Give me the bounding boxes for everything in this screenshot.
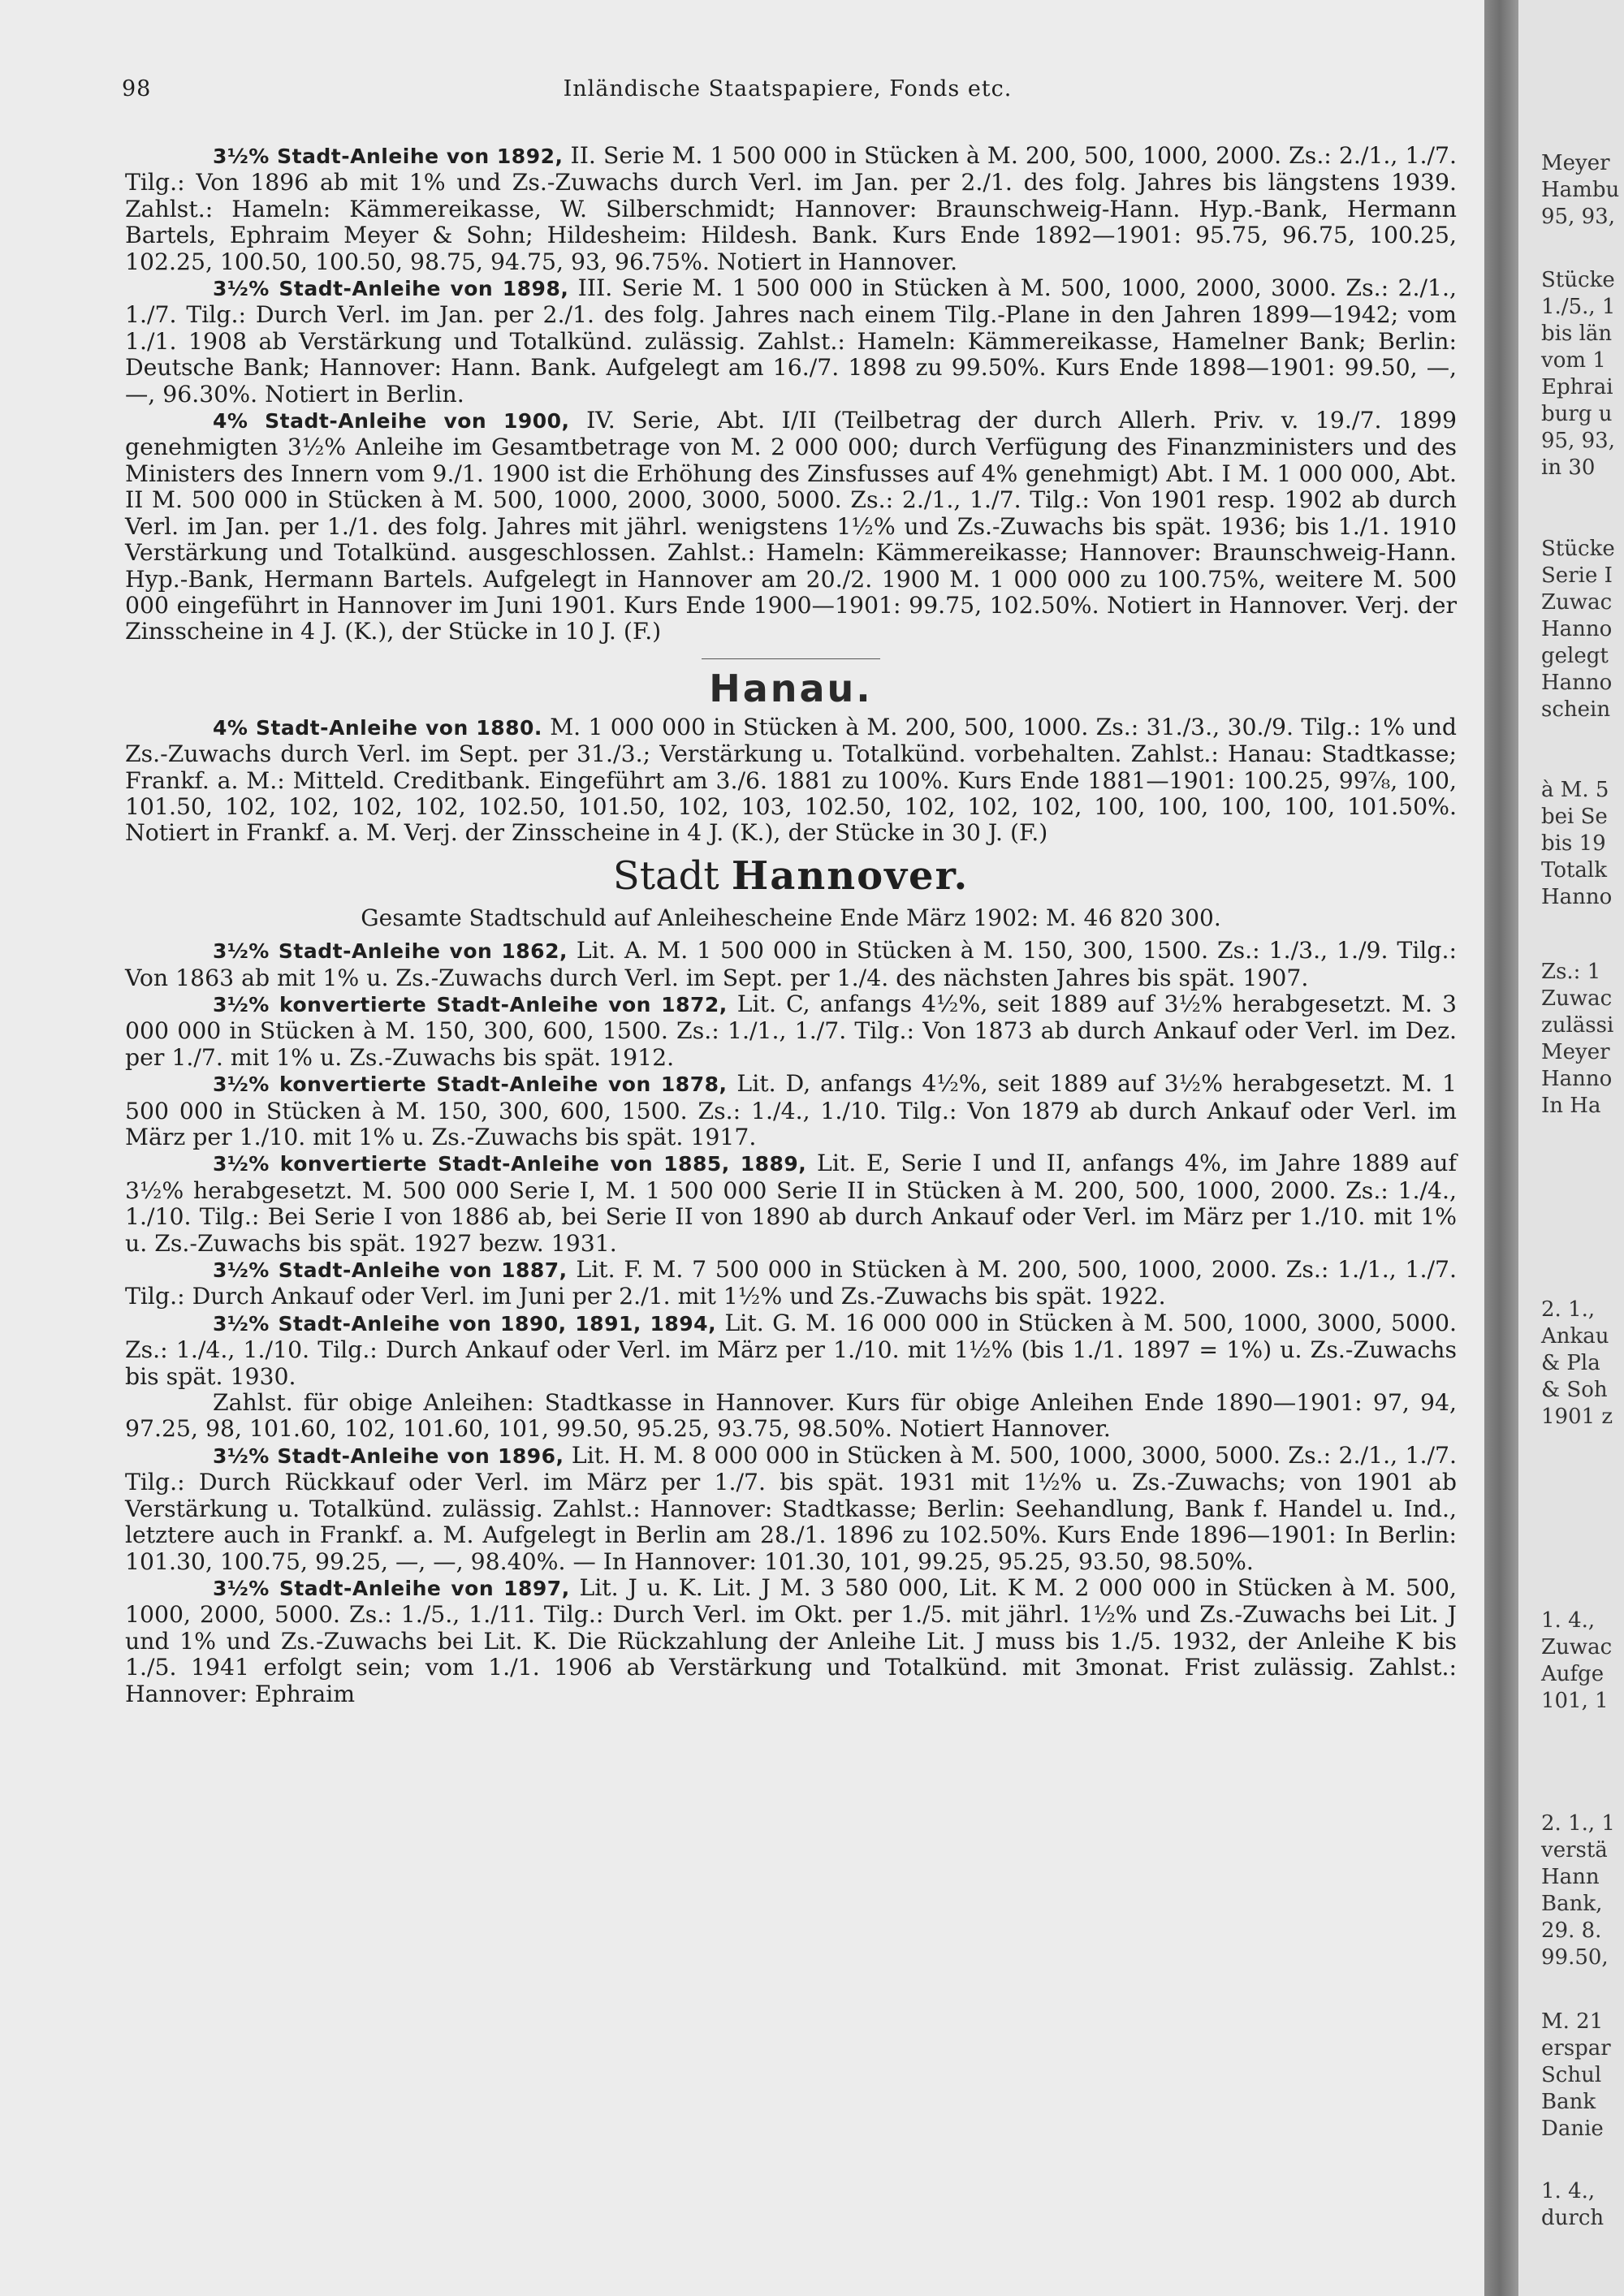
loan-details: Lit. D, anfangs 4½%, seit 1889 auf 3½% herabgesetzt. M. 1 500 000 in Stücken à M. 150, 300, 600, 1500. Zs.: 1./4., 1./10. Tilg.: Von 1879 ab durch Ankauf oder Verl. im März per 1./10. mit 1% u. Zs.-Zuwachs bis spät. 1917. (125, 1070, 1457, 1150)
adjacent-page-fragment: 101, 1 (1541, 1689, 1609, 1713)
loan-details: M. 1 000 000 in Stücken à M. 200, 500, 1000. Zs.: 31./3., 30./9. Tilg.: 1% und Zs.-Zuwachs durch Verl. im Sept. per 31./3.; Verstärkung u. Totalkünd. vorbehalten. Zahlst.: Hanau: Stadtkasse; Frankf. a. M.: Mitteld. Creditbank. Eingeführt am 3./6. 1881 zu 100%. Kurs Ende 1881—1901: 100.25, 99⅞, 100, 101.50, 102, 102, 102, 102, 102.50, 101.50, 102, 103, 102.50, 102, 102, 102, 100, 100, 100, 100, 101.50%. Notiert in Frankf. a. M. Verj. der Zinsscheine in 4 J. (K.), der Stücke in 30 J. (F.) (125, 713, 1457, 847)
loan-title: 4% Stadt-Anleihe von 1900, (213, 409, 570, 434)
adjacent-page-fragment: burg u (1541, 402, 1613, 426)
city-heading-prefix: Stadt (612, 852, 732, 899)
adjacent-page-fragment: Hambu (1541, 178, 1620, 202)
adjacent-page-fragment: durch (1541, 2206, 1605, 2230)
adjacent-page-fragment: & Soh (1541, 1378, 1608, 1402)
adjacent-page-fragment: 95, 93, (1541, 205, 1615, 229)
loan-entry (125, 938, 1457, 991)
city-heading-name: Hannover. (731, 852, 970, 899)
adjacent-page-fragment: vom 1 (1541, 348, 1606, 373)
adjacent-page-fragment: Bank (1541, 2090, 1596, 2114)
adjacent-page-fragment: bei Se (1541, 805, 1608, 829)
adjacent-page-fragment: & Pla (1541, 1351, 1600, 1375)
adjacent-page-fragment: 1./5., 1 (1541, 295, 1616, 319)
adjacent-page-fragment: bis 19 (1541, 831, 1606, 856)
adjacent-page-fragment: Aufge (1541, 1662, 1605, 1686)
loan-title: 3½% konvertierte Stadt-Anleihe von 1885, 1889, (213, 1152, 807, 1176)
loan-title: 3½% Stadt-Anleihe von 1896, (213, 1444, 564, 1468)
adjacent-page-fragment: Hanno (1541, 671, 1613, 695)
loan-title: 3½% Stadt-Anleihe von 1887, (213, 1258, 568, 1283)
loan-entry (125, 714, 1457, 847)
adjacent-page-fragment: 2. 1., 1 (1541, 1811, 1615, 1836)
hanau-loans-section (125, 714, 1457, 847)
adjacent-page-fragment: Ankau (1541, 1324, 1609, 1349)
adjacent-page-fragment: 1. 4., (1541, 1608, 1596, 1633)
loan-title: 3½% konvertierte Stadt-Anleihe von 1872, (213, 992, 728, 1016)
loan-title: 3½% Stadt-Anleihe von 1892, (213, 145, 564, 168)
adjacent-page-fragment: 2. 1., (1541, 1297, 1596, 1322)
adjacent-page-fragment: Totalk (1541, 858, 1607, 883)
loan-entry (125, 991, 1457, 1071)
city-heading-hanau: Hanau. (709, 666, 873, 710)
loan-entry (125, 1257, 1457, 1310)
loan-details: Lit. J u. K. Lit. J M. 3 580 000, Lit. K M. 2 000 000 in Stücken à M. 500, 1000, 2000, 5000. Zs.: 1./5., 1./11. Tilg.: Durch Verl. im Okt. per 1./5. mit jährl. 1½% und Zs.-Zuwachs bei Lit. J und 1% und Zs.-Zuwachs bei Lit. K. Die Rückzahlung der Anleihe Lit. J muss bis 1./5. 1932, der Anleihe K bis 1./5. 1941 erfolgt sein; vom 1./1. 1906 ab Verstärkung und Totalkünd. mit 3monat. Frist zulässig. Zahlst.: Hannover: Ephraim (125, 1573, 1457, 1707)
section-divider (702, 658, 880, 659)
loan-entry (125, 1575, 1457, 1707)
loan-details: Lit. H. M. 8 000 000 in Stücken à M. 500, 1000, 3000, 5000. Zs.: 2./1., 1./7. Tilg.: Durch Rückkauf oder Verl. im März per 1./7. bis spät. 1931 mit 1½% u. Zs.-Zuwachs; von 1901 ab Verstärkung u. Totalkünd. zulässig. Zahlst.: Hannover: Stadtkasse; Berlin: Seehandlung, Bank f. Handel u. Ind., letztere auch in Frankf. a. M. Aufgelegt in Berlin am 28./1. 1896 zu 102.50%. Kurs Ende 1896—1901: In Berlin: 101.30, 100.75, 99.25, —, —, 98.40%. — In Hannover: 101.30, 101, 99.25, 95.25, 93.50, 98.50%. (125, 1441, 1457, 1575)
adjacent-page-fragment: gelegt (1541, 644, 1609, 668)
book-gutter (1484, 0, 1518, 2296)
adjacent-page-fragment: Meyer (1541, 151, 1610, 175)
adjacent-page-fragment: 99.50, (1541, 1945, 1609, 1970)
loan-entry (125, 1150, 1457, 1257)
adjacent-page-fragment: à M. 5 (1541, 778, 1609, 802)
loan-details: IV. Serie, Abt. I/II (Teilbetrag der durch Allerh. Priv. v. 19./7. 1899 genehmigten 3½% Anleihe im Gesamtbetrage von M. 2 000 000; durch Verfügung des Finanzministers und des Ministers des Innern vom 9./1. 1900 ist die Erhöhung des Zinsfusses auf 4% genehmigt) Abt. I M. 1 000 000, Abt. II M. 500 000 in Stücken à M. 500, 1000, 2000, 3000, 5000. Zs.: 2./1., 1./7. Tilg.: Von 1901 resp. 1902 ab durch Verl. im Jan. per 1./1. des folg. Jahres mit jährl. wenigstens 1½% und Zs.-Zuwachs bis spät. 1936; bis 1./1. 1910 Verstärkung und Totalkünd. ausgeschlossen. Zahlst.: Hameln: Kämmereikasse; Hannover: Braunschweig-Hann. Hyp.-Bank, Hermann Bartels. Aufgelegt in Hannover am 20./2. 1900 M. 1 000 000 zu 100.75%, weitere M. 500 000 eingeführt in Hannover im Juni 1901. Kurs Ende 1900—1901: 99.75, 102.50%. Notiert in Hannover. Verj. der Zinsscheine in 4 J. (K.), der Stücke in 10 J. (F.) (125, 407, 1458, 645)
loan-entry (125, 275, 1457, 408)
adjacent-page-fragment: Zs.: 1 (1541, 960, 1601, 984)
loan-title: 3½% Stadt-Anleihe von 1862, (213, 939, 568, 964)
adjacent-page-fragment: Hann (1541, 1865, 1600, 1889)
adjacent-page-fragment: zulässi (1541, 1013, 1614, 1038)
loan-details: Lit. C, anfangs 4½%, seit 1889 auf 3½% herabgesetzt. M. 3 000 000 in Stücken à M. 150, 300, 600, 1500. Zs.: 1./1., 1./7. Tilg.: Von 1873 ab durch Ankauf oder Verl. im Dez. per 1./7. mit 1% u. Zs.-Zuwachs bis spät. 1912. (125, 990, 1457, 1071)
adjacent-page-fragment: 29. 8. (1541, 1918, 1602, 1943)
total-debt-line: Gesamte Stadtschuld auf Anleihescheine Ende März 1902: M. 46 820 300. (361, 904, 1221, 931)
loan-details: Lit. E, Serie I und II, anfangs 4%, im Jahre 1889 auf 3½% herabgesetzt. M. 500 000 Serie I, M. 1 500 000 Serie II in Stücken à M. 200, 500, 1000, 2000. Zs.: 1./4., 1./10. Tilg.: Bei Serie I von 1886 ab, bei Serie II von 1890 ab durch Ankauf oder Verl. im März per 1./10. mit 1% u. Zs.-Zuwachs bis spät. 1927 bezw. 1931. (125, 1150, 1457, 1257)
adjacent-page-fragment: 95, 93, (1541, 429, 1615, 453)
page-number: 98 (122, 76, 152, 101)
loan-details: Zahlst. für obige Anleihen: Stadtkasse in Hannover. Kurs für obige Anleihen Ende 1890—1901: 97, 94, 97.25, 98, 101.60, 102, 101.60, 101, 99.50, 95.25, 93.75, 98.50%. Notiert Hannover. (125, 1389, 1457, 1443)
adjacent-page-fragment: Stücke (1541, 268, 1615, 292)
loan-entry (125, 1071, 1457, 1150)
adjacent-page-fragment: Danie (1541, 2117, 1604, 2141)
loan-entry (125, 1310, 1457, 1390)
loan-details: II. Serie M. 1 500 000 in Stücken à M. 200, 500, 1000, 2000. Zs.: 2./1., 1./7. Tilg.: Von 1896 ab mit 1% und Zs.-Zuwachs durch Verl. im Jan. per 2./1. des folg. Jahres bis längstens 1939. Zahlst.: Hameln: Kämmereikasse, W. Silberschmidt; Hannover: Braunschweig-Hann. Hyp.-Bank, Hermann Bartels, Ephraim Meyer & Sohn; Hildesheim: Hildesh. Bank. Kurs Ende 1892—1901: 95.75, 96.75, 100.25, 102.25, 100.50, 100.50, 98.75, 94.75, 93, 96.75%. Notiert in Hannover. (125, 142, 1458, 275)
adjacent-page-fragment: Serie I (1541, 563, 1613, 588)
adjacent-page-edge (1518, 0, 1624, 2296)
loan-entry (125, 1390, 1457, 1443)
adjacent-page-fragment: Zuwac (1541, 590, 1613, 615)
adjacent-page-fragment: Meyer (1541, 1040, 1610, 1064)
loan-entry (125, 408, 1457, 645)
hannover-loans-section (125, 938, 1457, 1707)
adjacent-page-fragment: 1901 z (1541, 1405, 1613, 1429)
city-heading-hannover (125, 852, 1457, 900)
adjacent-page-fragment: Ephrai (1541, 375, 1613, 399)
loan-entry (125, 1443, 1457, 1575)
loan-title: 4% Stadt-Anleihe von 1880. (213, 715, 542, 740)
adjacent-page-fragment: 1. 4., (1541, 2179, 1596, 2203)
page-content (125, 143, 1457, 1707)
adjacent-page-fragment: Zuwac (1541, 1635, 1613, 1659)
adjacent-page-fragment: erspar (1541, 2036, 1611, 2061)
loan-details: III. Serie M. 1 500 000 in Stücken à M. 500, 1000, 2000, 3000. Zs.: 2./1., 1./7. Tilg.: Durch Verl. im Jan. per 2./1. des folg. Jahres nach einem Tilg.-Plane in den Jahren 1899—1942; vom 1./1. 1908 ab Verstärkung und Totalkünd. zulässig. Zahlst.: Hameln: Kämmereikasse, Hamelner Bank; Berlin: Deutsche Bank; Hannover: Hann. Bank. Aufgelegt am 16./7. 1898 zu 99.50%. Kurs Ende 1898—1901: 99.50, —, —, 96.30%. Notiert in Berlin. (125, 274, 1457, 408)
adjacent-page-fragment: Schul (1541, 2063, 1602, 2087)
adjacent-page-fragment: In Ha (1541, 1094, 1601, 1118)
adjacent-page-fragment: M. 21 (1541, 2009, 1604, 2034)
loan-title: 3½% konvertierte Stadt-Anleihe von 1878, (213, 1072, 728, 1097)
adjacent-page-fragment: in 30 (1541, 455, 1596, 480)
running-title: Inländische Staatspapiere, Fonds etc. (563, 76, 1013, 101)
adjacent-page-fragment: Hanno (1541, 617, 1613, 641)
loan-details: Lit. A. M. 1 500 000 in Stücken à M. 150, 300, 1500. Zs.: 1./3., 1./9. Tilg.: Von 1863 ab mit 1% u. Zs.-Zuwachs durch Verl. im Sept. per 1./4. des nächsten Jahres bis spät. 1907. (125, 937, 1458, 991)
adjacent-page-fragment: Bank, (1541, 1892, 1603, 1916)
adjacent-page-fragment: Hanno (1541, 885, 1613, 909)
adjacent-page-fragment: bis län (1541, 322, 1613, 346)
adjacent-page-fragment: Hanno (1541, 1067, 1613, 1091)
adjacent-page-fragment: Stücke (1541, 537, 1615, 561)
loan-entry (125, 143, 1457, 275)
loan-details: Lit. G. M. 16 000 000 in Stücken à M. 500, 1000, 3000, 5000. Zs.: 1./4., 1./10. Tilg.: Durch Ankauf oder Verl. im März per 1./10. mit 1½% (bis 1./1. 1897 = 1%) u. Zs.-Zuwachs bis spät. 1930. (125, 1309, 1457, 1390)
hameln-loans-section (125, 143, 1457, 645)
adjacent-page-fragment: schein (1541, 697, 1611, 722)
loan-title: 3½% Stadt-Anleihe von 1890, 1891, 1894, (213, 1311, 717, 1336)
loan-title: 3½% Stadt-Anleihe von 1897, (213, 1576, 570, 1600)
adjacent-page-fragment: Zuwac (1541, 986, 1613, 1011)
loan-details: Lit. F. M. 7 500 000 in Stücken à M. 200, 500, 1000, 2000. Zs.: 1./1., 1./7. Tilg.: Durch Ankauf oder Verl. im Juni per 2./1. mit 1½% und Zs.-Zuwachs bis spät. 1922. (125, 1256, 1457, 1310)
page-header (122, 76, 1453, 109)
adjacent-page-fragment: verstä (1541, 1838, 1608, 1862)
loan-title: 3½% Stadt-Anleihe von 1898, (213, 277, 569, 301)
